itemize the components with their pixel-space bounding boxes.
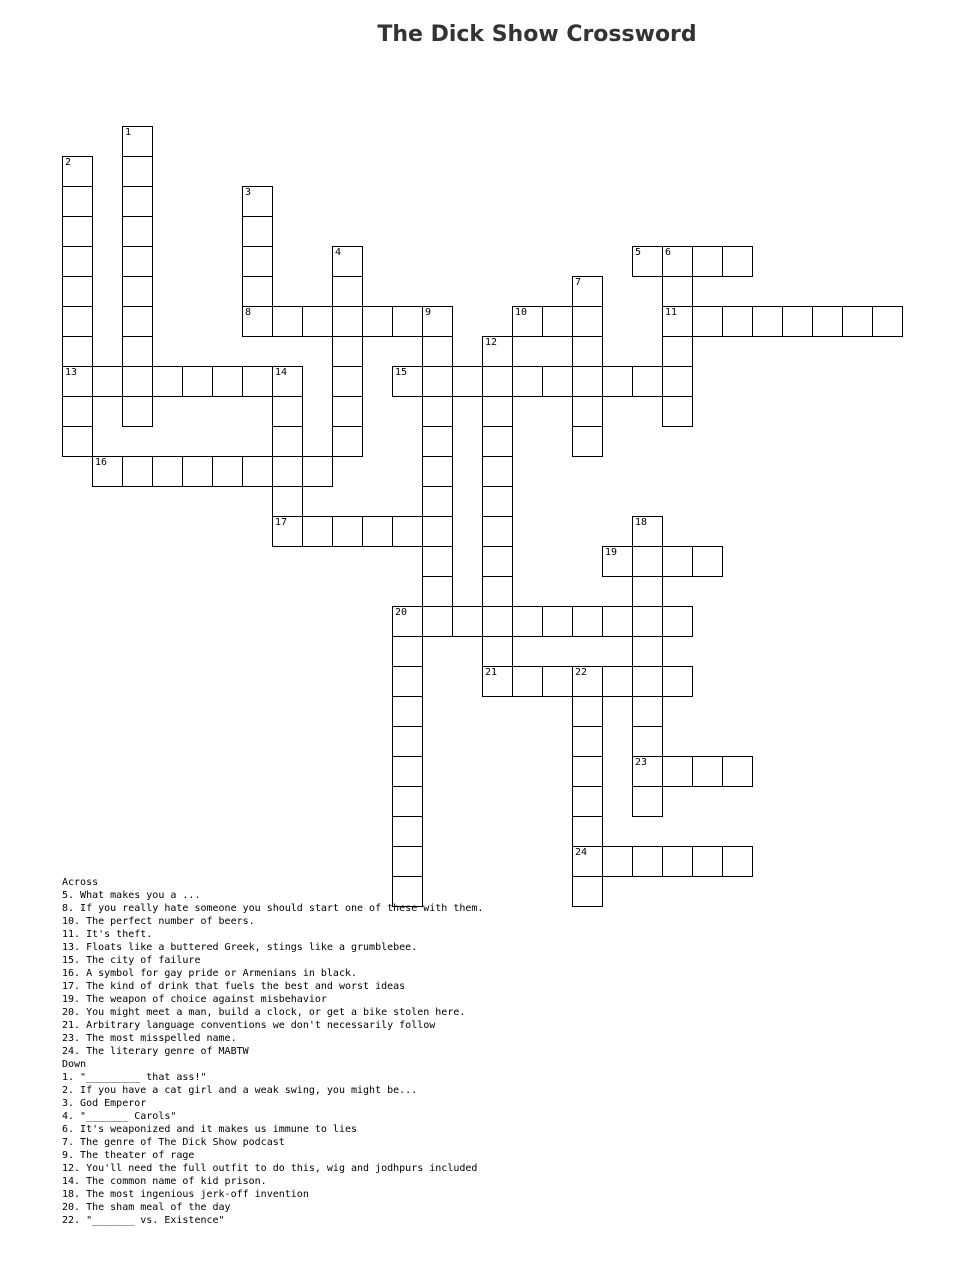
grid-cell[interactable] (632, 636, 663, 667)
grid-cell[interactable] (122, 246, 153, 277)
grid-cell[interactable] (812, 306, 843, 337)
grid-cell[interactable] (332, 516, 363, 547)
grid-cell[interactable] (302, 456, 333, 487)
grid-cell[interactable] (392, 636, 423, 667)
grid-cell[interactable] (482, 426, 513, 457)
grid-cell[interactable] (692, 546, 723, 577)
grid-cell[interactable] (692, 306, 723, 337)
grid-cell[interactable] (182, 366, 213, 397)
grid-cell[interactable] (392, 606, 423, 637)
across-heading: Across (62, 877, 99, 888)
down-clue: 3. God Emperor (62, 1098, 147, 1109)
clue-number: 22 (575, 667, 588, 678)
clue-number: 15 (395, 367, 408, 378)
grid-cell[interactable] (362, 306, 393, 337)
clue-number: 17 (275, 517, 288, 528)
grid-cell[interactable] (572, 336, 603, 367)
clue-number: 1 (125, 127, 132, 138)
grid-cell[interactable] (632, 246, 663, 277)
grid-cell[interactable] (122, 126, 153, 157)
grid-cell[interactable] (242, 366, 273, 397)
grid-cell[interactable] (62, 156, 93, 187)
grid-cell[interactable] (632, 696, 663, 727)
grid-cell[interactable] (482, 546, 513, 577)
grid-cell[interactable] (572, 396, 603, 427)
grid-cell[interactable] (572, 666, 603, 697)
grid-cell[interactable] (92, 366, 123, 397)
grid-cell[interactable] (632, 576, 663, 607)
clue-number: 16 (95, 457, 108, 468)
grid-cell[interactable] (692, 246, 723, 277)
clue-number: 21 (485, 667, 498, 678)
grid-cell[interactable] (512, 306, 543, 337)
grid-cell[interactable] (632, 546, 663, 577)
across-clue: 11. It's theft. (62, 929, 153, 940)
grid-cell[interactable] (392, 756, 423, 787)
grid-cell[interactable] (572, 726, 603, 757)
grid-cell[interactable] (392, 846, 423, 877)
grid-cell[interactable] (482, 666, 513, 697)
clue-number: 12 (485, 337, 498, 348)
grid-cell[interactable] (392, 726, 423, 757)
across-clue: 13. Floats like a buttered Greek, stings like a grumblebee. (62, 942, 418, 953)
clue-number: 13 (65, 367, 78, 378)
grid-cell[interactable] (602, 366, 633, 397)
grid-cell[interactable] (662, 306, 693, 337)
clue-number: 11 (665, 307, 678, 318)
down-clue: 14. The common name of kid prison. (62, 1176, 267, 1187)
grid-cell[interactable] (422, 396, 453, 427)
down-clue: 1. "_________ that ass!" (62, 1072, 207, 1083)
down-clue: 12. You'll need the full outfit to do this, wig and jodhpurs included (62, 1163, 478, 1174)
grid-cell[interactable] (332, 306, 363, 337)
grid-cell[interactable] (572, 606, 603, 637)
grid-cell[interactable] (182, 456, 213, 487)
across-clue: 24. The literary genre of MABTW (62, 1046, 249, 1057)
across-clue: 15. The city of failure (62, 955, 201, 966)
grid-cell[interactable] (632, 366, 663, 397)
grid-cell[interactable] (482, 486, 513, 517)
grid-cell[interactable] (272, 306, 303, 337)
grid-cell[interactable] (62, 186, 93, 217)
grid-cell[interactable] (632, 726, 663, 757)
grid-cell[interactable] (242, 246, 273, 277)
grid-cell[interactable] (62, 336, 93, 367)
across-clues (62, 889, 942, 1058)
grid-cell[interactable] (572, 366, 603, 397)
grid-cell[interactable] (152, 456, 183, 487)
grid-cell[interactable] (62, 246, 93, 277)
grid-cell[interactable] (92, 456, 123, 487)
grid-cell[interactable] (122, 306, 153, 337)
across-clue: 10. The perfect number of beers. (62, 916, 255, 927)
down-clue: 7. The genre of The Dick Show podcast (62, 1137, 285, 1148)
grid-cell[interactable] (572, 696, 603, 727)
grid-cell[interactable] (422, 306, 453, 337)
grid-cell[interactable] (542, 606, 573, 637)
grid-cell[interactable] (722, 846, 753, 877)
grid-cell[interactable] (122, 396, 153, 427)
grid-cell[interactable] (122, 336, 153, 367)
grid-cell[interactable] (422, 606, 453, 637)
clue-number: 6 (665, 247, 672, 258)
grid-cell[interactable] (422, 336, 453, 367)
grid-cell[interactable] (272, 396, 303, 427)
down-clue: 2. If you have a cat girl and a weak swing, you might be... (62, 1085, 418, 1096)
clue-list (62, 876, 942, 1227)
grid-cell[interactable] (422, 516, 453, 547)
grid-cell[interactable] (602, 546, 633, 577)
grid-cell[interactable] (572, 786, 603, 817)
grid-cell[interactable] (482, 336, 513, 367)
down-clues (62, 1071, 942, 1227)
grid-cell[interactable] (122, 276, 153, 307)
grid-cell[interactable] (662, 756, 693, 787)
puzzle-title: The Dick Show Crossword (377, 22, 697, 47)
down-clue: 20. The sham meal of the day (62, 1202, 231, 1213)
grid-cell[interactable] (722, 756, 753, 787)
grid-cell[interactable] (452, 366, 483, 397)
grid-cell[interactable] (842, 306, 873, 337)
grid-cell[interactable] (332, 276, 363, 307)
grid-cell[interactable] (62, 366, 93, 397)
grid-cell[interactable] (392, 786, 423, 817)
grid-cell[interactable] (122, 186, 153, 217)
grid-cell[interactable] (692, 756, 723, 787)
grid-cell[interactable] (422, 426, 453, 457)
grid-cell[interactable] (542, 306, 573, 337)
grid-cell[interactable] (632, 786, 663, 817)
grid-cell[interactable] (122, 366, 153, 397)
down-clue: 22. "_______ vs. Existence" (62, 1215, 225, 1226)
grid-cell[interactable] (452, 606, 483, 637)
grid-cell[interactable] (422, 456, 453, 487)
grid-cell[interactable] (122, 216, 153, 247)
grid-cell[interactable] (422, 576, 453, 607)
grid-cell[interactable] (62, 426, 93, 457)
grid-cell[interactable] (62, 276, 93, 307)
grid-cell[interactable] (332, 246, 363, 277)
grid-cell[interactable] (512, 606, 543, 637)
grid-cell[interactable] (302, 306, 333, 337)
clue-number: 7 (575, 277, 582, 288)
down-clue: 18. The most ingenious jerk-off invention (62, 1189, 309, 1200)
grid-cell[interactable] (122, 456, 153, 487)
grid-cell[interactable] (662, 276, 693, 307)
grid-cell[interactable] (602, 666, 633, 697)
grid-cell[interactable] (362, 516, 393, 547)
grid-cell[interactable] (572, 756, 603, 787)
grid-cell[interactable] (692, 846, 723, 877)
grid-cell[interactable] (662, 246, 693, 277)
grid-cell[interactable] (392, 306, 423, 337)
grid-cell[interactable] (572, 816, 603, 847)
grid-cell[interactable] (632, 606, 663, 637)
down-clue: 4. "_______ Carols" (62, 1111, 177, 1122)
clue-number: 2 (65, 157, 72, 168)
grid-cell[interactable] (422, 366, 453, 397)
grid-cell[interactable] (242, 276, 273, 307)
clue-number: 18 (635, 517, 648, 528)
grid-cell[interactable] (632, 846, 663, 877)
grid-cell[interactable] (722, 306, 753, 337)
across-clue: 21. Arbitrary language conventions we don't necessarily follow (62, 1020, 436, 1031)
grid-cell[interactable] (392, 696, 423, 727)
down-clue: 6. It's weaponized and it makes us immune to lies (62, 1124, 358, 1135)
grid-cell[interactable] (752, 306, 783, 337)
grid-cell[interactable] (662, 366, 693, 397)
clue-number: 4 (335, 247, 342, 258)
grid-cell[interactable] (482, 636, 513, 667)
grid-cell[interactable] (542, 666, 573, 697)
grid-cell[interactable] (122, 156, 153, 187)
across-clue: 20. You might meet a man, build a clock, or get a bike stolen here. (62, 1007, 466, 1018)
grid-cell[interactable] (152, 366, 183, 397)
clue-number: 23 (635, 757, 648, 768)
grid-cell[interactable] (212, 366, 243, 397)
grid-cell[interactable] (482, 606, 513, 637)
grid-cell[interactable] (392, 666, 423, 697)
clue-number: 20 (395, 607, 408, 618)
clue-number: 14 (275, 367, 288, 378)
grid-cell[interactable] (272, 366, 303, 397)
clue-number: 8 (245, 307, 252, 318)
grid-cell[interactable] (332, 336, 363, 367)
grid-cell[interactable] (392, 366, 423, 397)
grid-cell[interactable] (272, 516, 303, 547)
grid-cell[interactable] (482, 366, 513, 397)
grid-cell[interactable] (632, 516, 663, 547)
grid-cell[interactable] (632, 666, 663, 697)
grid-cell[interactable] (392, 516, 423, 547)
grid-cell[interactable] (662, 846, 693, 877)
down-heading: Down (62, 1059, 87, 1070)
clue-number: 9 (425, 307, 432, 318)
grid-cell[interactable] (272, 426, 303, 457)
across-clue: 16. A symbol for gay pride or Armenians in black. (62, 968, 358, 979)
grid-cell[interactable] (482, 456, 513, 487)
across-clue: 17. The kind of drink that fuels the best and worst ideas (62, 981, 406, 992)
grid-cell[interactable] (482, 576, 513, 607)
grid-cell[interactable] (872, 306, 903, 337)
grid-cell[interactable] (62, 306, 93, 337)
grid-cell[interactable] (482, 516, 513, 547)
grid-cell[interactable] (572, 846, 603, 877)
grid-cell[interactable] (572, 306, 603, 337)
grid-cell[interactable] (542, 366, 573, 397)
grid-cell[interactable] (422, 486, 453, 517)
grid-cell[interactable] (332, 426, 363, 457)
grid-cell[interactable] (62, 216, 93, 247)
grid-cell[interactable] (662, 336, 693, 367)
across-clue: 19. The weapon of choice against misbehavior (62, 994, 327, 1005)
grid-cell[interactable] (512, 366, 543, 397)
grid-cell[interactable] (602, 846, 633, 877)
grid-cell[interactable] (242, 456, 273, 487)
down-clue: 9. The theater of rage (62, 1150, 195, 1161)
grid-cell[interactable] (632, 756, 663, 787)
grid-cell[interactable] (512, 666, 543, 697)
grid-cell[interactable] (662, 606, 693, 637)
grid-cell[interactable] (392, 816, 423, 847)
across-clue: 23. The most misspelled name. (62, 1033, 237, 1044)
grid-cell[interactable] (482, 396, 513, 427)
grid-cell[interactable] (332, 396, 363, 427)
grid-cell[interactable] (572, 276, 603, 307)
grid-cell[interactable] (272, 486, 303, 517)
grid-cell[interactable] (662, 396, 693, 427)
grid-cell[interactable] (212, 456, 243, 487)
grid-cell[interactable] (332, 366, 363, 397)
clue-number: 19 (605, 547, 618, 558)
across-clue: 5. What makes you a ... (62, 890, 201, 901)
grid-cell[interactable] (272, 456, 303, 487)
grid-cell[interactable] (422, 546, 453, 577)
grid-cell[interactable] (302, 516, 333, 547)
grid-cell[interactable] (572, 426, 603, 457)
grid-cell[interactable] (242, 306, 273, 337)
grid-cell[interactable] (62, 396, 93, 427)
clue-number: 5 (635, 247, 642, 258)
grid-cell[interactable] (242, 186, 273, 217)
grid-cell[interactable] (242, 216, 273, 247)
grid-cell[interactable] (782, 306, 813, 337)
grid-cell[interactable] (602, 606, 633, 637)
grid-cell[interactable] (662, 546, 693, 577)
across-clue: 8. If you really hate someone you should start one of these with them. (62, 903, 484, 914)
clue-number: 24 (575, 847, 588, 858)
clue-number: 10 (515, 307, 528, 318)
clue-number: 3 (245, 187, 252, 198)
grid-cell[interactable] (722, 246, 753, 277)
grid-cell[interactable] (662, 666, 693, 697)
